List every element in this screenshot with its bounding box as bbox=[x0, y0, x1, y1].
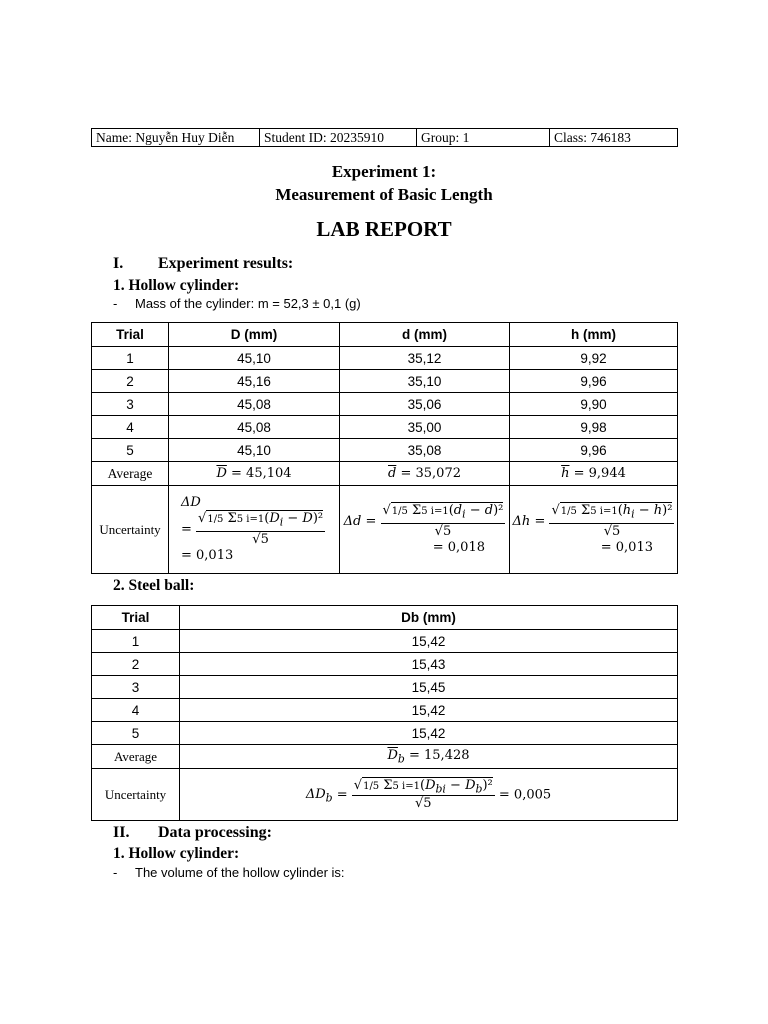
cell: 15,43 bbox=[180, 653, 678, 676]
student-id: Student ID: 20235910 bbox=[260, 129, 417, 147]
cell: 2 bbox=[92, 653, 180, 676]
section-2-heading bbox=[113, 824, 272, 842]
cell: 4 bbox=[92, 416, 169, 439]
cell: 15,42 bbox=[180, 699, 678, 722]
cell: 15,42 bbox=[180, 722, 678, 745]
cell: 35,10 bbox=[340, 370, 510, 393]
volume-line bbox=[113, 865, 345, 880]
cell: 35,06 bbox=[340, 393, 510, 416]
table-row bbox=[92, 439, 678, 462]
table-row bbox=[92, 722, 678, 745]
col-trial: Trial bbox=[92, 323, 169, 347]
student-info-table bbox=[91, 128, 678, 147]
cell: 45,16 bbox=[169, 370, 340, 393]
unc-Db: $\Delta D_b$ = $\frac{√1/5 \Sigma 5 i=1(D_{bi} - \overline{D}_b)^2}{√5}$ = 0,005 bbox=[180, 769, 678, 821]
avg-h: $\overline{h} = 9,944$ bbox=[510, 462, 678, 486]
section-2-number: II. bbox=[113, 824, 130, 841]
unc-D: ΔD = $\frac{√1/5 \Sigma 5 i=1(D_i - \overline{D})^2}{√5}$ = 0,013 bbox=[169, 486, 340, 574]
cell: 15,45 bbox=[180, 676, 678, 699]
experiment-title: Experiment 1: bbox=[331, 162, 437, 181]
cell: 45,10 bbox=[169, 439, 340, 462]
report-title: LAB REPORT bbox=[316, 217, 452, 241]
cell: 9,96 bbox=[510, 439, 678, 462]
cell: 5 bbox=[92, 722, 180, 745]
col-ball-diameter: Db (mm) bbox=[180, 606, 678, 630]
uncertainty-row bbox=[92, 769, 678, 821]
average-row bbox=[92, 462, 678, 486]
subsection-hollow-cylinder: 1. Hollow cylinder: bbox=[113, 277, 240, 294]
average-label: Average bbox=[92, 462, 169, 486]
cylinder-table bbox=[91, 322, 678, 574]
cell: 9,90 bbox=[510, 393, 678, 416]
subsection-2-hollow-cylinder: 1. Hollow cylinder: bbox=[113, 845, 240, 862]
cell: 9,92 bbox=[510, 347, 678, 370]
cell: 5 bbox=[92, 439, 169, 462]
table-row bbox=[92, 653, 678, 676]
cell: 35,00 bbox=[340, 416, 510, 439]
section-1-number: I. bbox=[113, 255, 124, 272]
unc-h: Δh = $\frac{√1/5 \Sigma 5 i=1(h_i - \overline{h})^2}{√5}$ = 0,013 bbox=[510, 486, 678, 574]
col-inner-diameter: d (mm) bbox=[340, 323, 510, 347]
student-name: Name: Nguyễn Huy Diễn bbox=[92, 129, 260, 147]
average-label: Average bbox=[92, 745, 180, 769]
table-row bbox=[92, 370, 678, 393]
cell: 9,98 bbox=[510, 416, 678, 439]
col-outer-diameter: D (mm) bbox=[169, 323, 340, 347]
steel-ball-table bbox=[91, 605, 678, 821]
table-row bbox=[92, 416, 678, 439]
table-row bbox=[92, 393, 678, 416]
col-height: h (mm) bbox=[510, 323, 678, 347]
uncertainty-label: Uncertainty bbox=[92, 486, 169, 574]
volume-text: The volume of the hollow cylinder is: bbox=[135, 865, 345, 880]
table-row bbox=[92, 630, 678, 653]
mass-line bbox=[113, 296, 361, 311]
cell: 1 bbox=[92, 630, 180, 653]
average-row bbox=[92, 745, 678, 769]
group: Group: 1 bbox=[417, 129, 550, 147]
col-trial: Trial bbox=[92, 606, 180, 630]
experiment-subject: Measurement of Basic Length bbox=[275, 185, 493, 204]
table-row bbox=[92, 347, 678, 370]
cell: 35,12 bbox=[340, 347, 510, 370]
section-1-title: Experiment results: bbox=[158, 255, 294, 272]
avg-Db: $\overline{D}_b = 15,428$ bbox=[180, 745, 678, 769]
mass-text: Mass of the cylinder: m = 52,3 ± 0,1 (g) bbox=[135, 296, 361, 311]
section-1-heading bbox=[113, 255, 293, 273]
cell: 9,96 bbox=[510, 370, 678, 393]
cell: 45,08 bbox=[169, 416, 340, 439]
bullet-dash: - bbox=[113, 865, 118, 880]
class: Class: 746183 bbox=[550, 129, 678, 147]
cell: 4 bbox=[92, 699, 180, 722]
cell: 3 bbox=[92, 676, 180, 699]
avg-D: $\overline{D} = 45,104$ bbox=[169, 462, 340, 486]
unc-d: Δd = $\frac{√1/5 \Sigma 5 i=1(d_i - \overline{d})^2}{√5}$ = 0,018 bbox=[340, 486, 510, 574]
uncertainty-row bbox=[92, 486, 678, 574]
subsection-steel-ball: 2. Steel ball: bbox=[113, 577, 195, 594]
cell: 35,08 bbox=[340, 439, 510, 462]
section-2-title: Data processing: bbox=[158, 824, 272, 841]
cell: 1 bbox=[92, 347, 169, 370]
cell: 3 bbox=[92, 393, 169, 416]
uncertainty-label: Uncertainty bbox=[92, 769, 180, 821]
avg-d: $\overline{d} = 35,072$ bbox=[340, 462, 510, 486]
cell: 2 bbox=[92, 370, 169, 393]
table-row bbox=[92, 699, 678, 722]
cell: 45,08 bbox=[169, 393, 340, 416]
bullet-dash: - bbox=[113, 296, 118, 311]
table-row bbox=[92, 676, 678, 699]
cell: 45,10 bbox=[169, 347, 340, 370]
cell: 15,42 bbox=[180, 630, 678, 653]
